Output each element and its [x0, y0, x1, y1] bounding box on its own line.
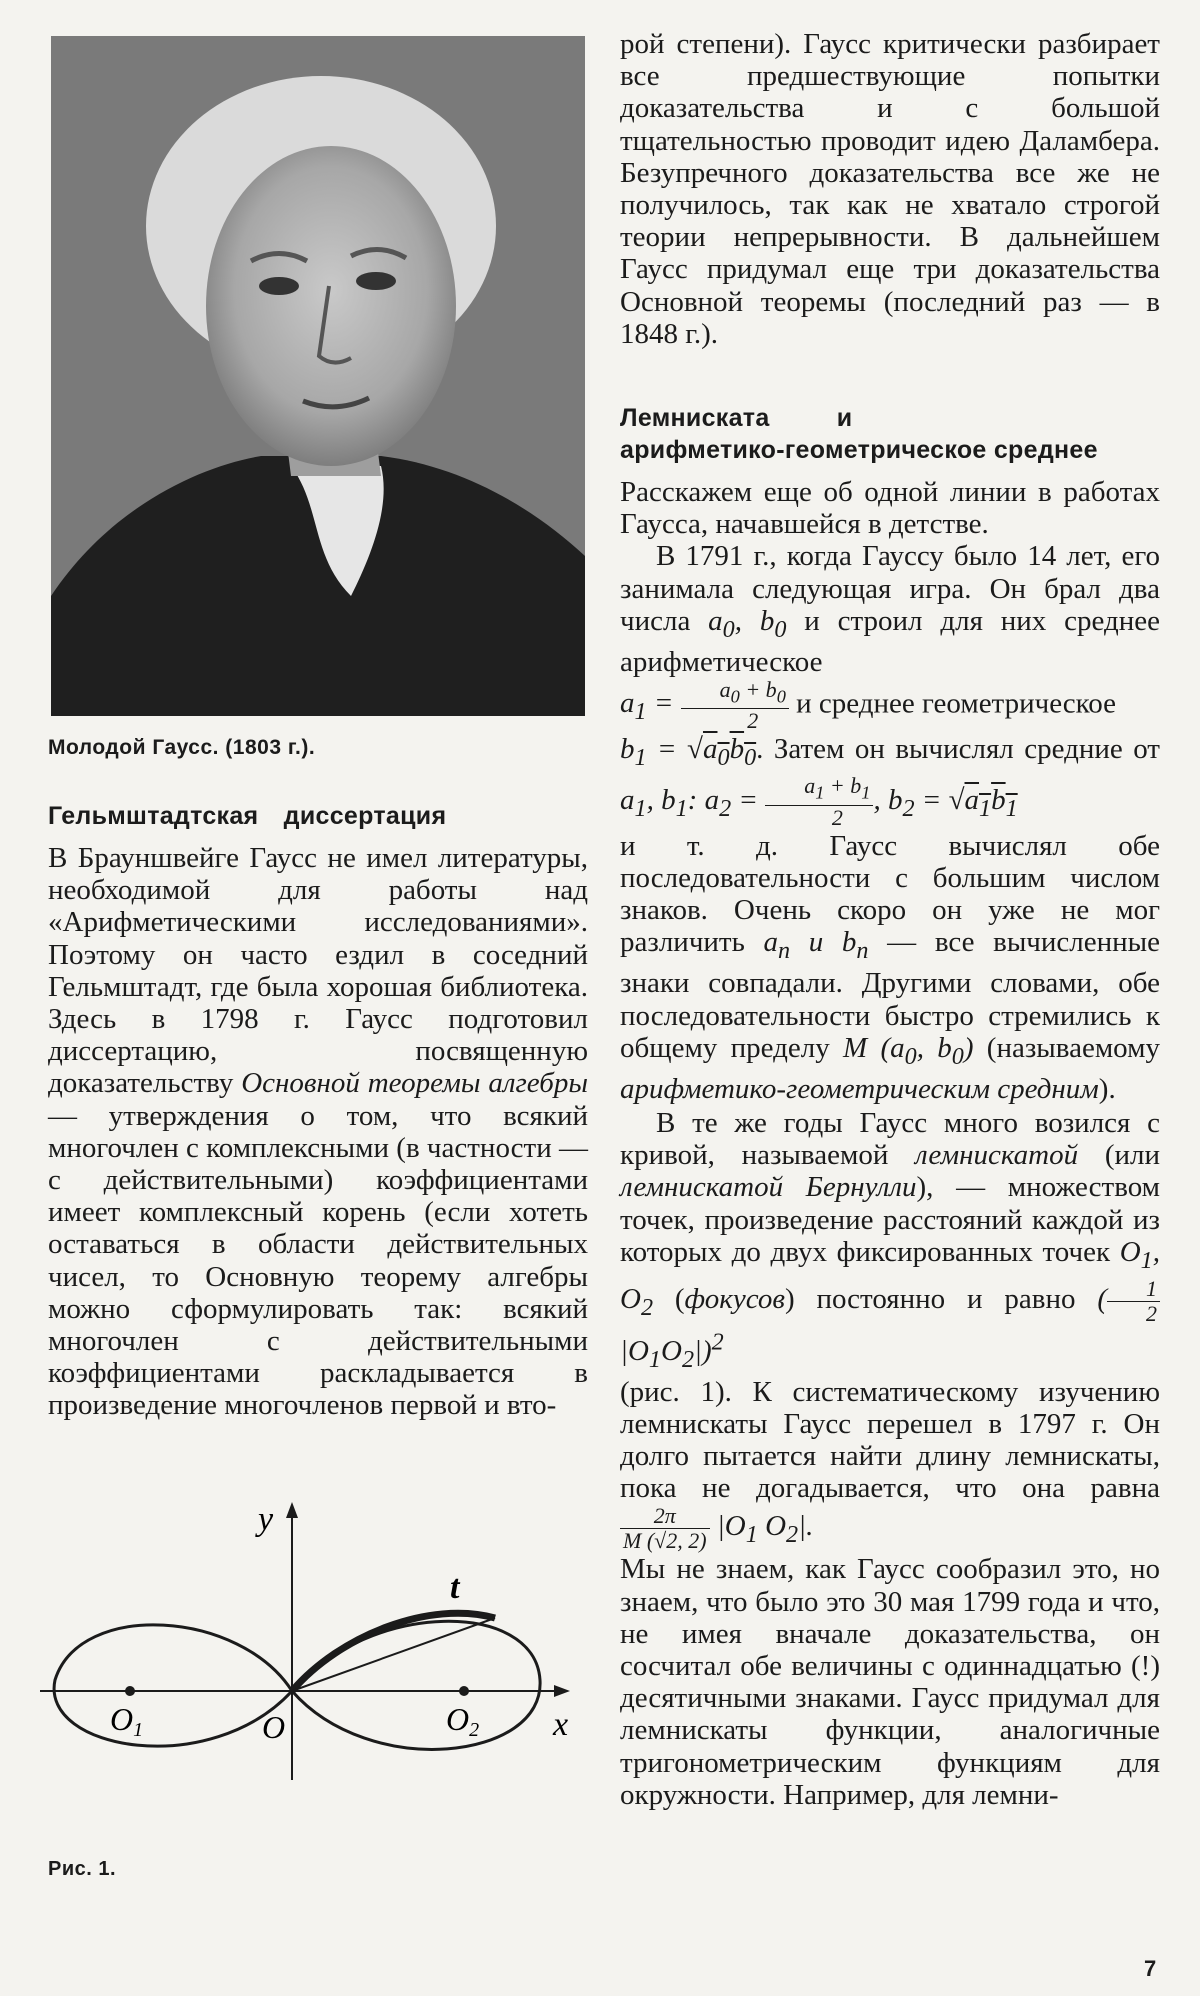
lemniscate-definition-paragraph: [620, 1107, 1160, 1375]
page-number: 7: [1144, 1956, 1157, 1981]
x-label: x: [553, 1706, 569, 1743]
section-heading-lemniscate-1: Лемниската и: [620, 404, 853, 433]
helmstedt-paragraph: [48, 842, 588, 1422]
a0-b0-symbols: $a_0$, $b_0$: [708, 604, 787, 643]
lemniscate-intro-paragraph: Расскажем еще об одной линии в работах Гаусса, начавшейся в детстве.: [620, 476, 1160, 541]
length-paragraph: [620, 1376, 1160, 1554]
sequence-text-a: и т. д. Гаусс вычислял обе последовательности с большим числом знаков. Очень скоро он уже не мог различить: [620, 829, 1160, 959]
o1-label: O1: [110, 1701, 144, 1741]
y-label: y: [258, 1501, 274, 1538]
sequence-paragraph: [620, 830, 1160, 1105]
continuation-paragraph: рой степени). Гаусс критически разбирает все предшествующие попытки доказательства и с большой тщательностью проводит идею Даламбера. Безупречного доказательства все же не получилось, так как не хватало строгой теории непрерывности. В дальнейшем Гаусс придумал еще три доказательства Основной теоремы (последний раз — в 1848 г.).: [620, 28, 1160, 350]
agm-term: арифметико-геометрическим средним: [620, 1072, 1099, 1105]
figure-caption: Рис. 1.: [48, 1858, 117, 1880]
sequence-text-c: (называемому: [973, 1031, 1160, 1064]
foci-symbols: $O_1$, $O_2$: [620, 1235, 1160, 1321]
portrait-illustration: [51, 36, 585, 716]
x-axis-arrow: [554, 1685, 570, 1697]
half-distance-formula: ( $\frac{1}{2}$ $|O_1O_2|)^2$: [620, 1283, 1160, 1367]
left-column: [48, 800, 588, 1422]
agm-symbol: M ($a_0$, $b_0$): [843, 1031, 974, 1070]
section-heading-lemniscate-2: арифметико-геометрическое среднее: [620, 436, 1098, 465]
lemn-text-b: (или: [1078, 1139, 1160, 1172]
an-bn-symbols: $a_n$ и $b_n$: [763, 926, 869, 965]
game-text-d: . Затем он вычислял средние от: [756, 733, 1160, 766]
game-paragraph: [620, 540, 1160, 829]
sequence-text-b: — все вычисленные знаки совпадали. Другими словами, обе последовательности быстро стремились к общему пределу: [620, 926, 1161, 1064]
focus-o1-point: [125, 1686, 135, 1696]
origin-label: O: [262, 1709, 286, 1745]
geom-mean-formula: $b_1 = √a_0b_0$: [620, 733, 757, 772]
foci-term: фокусов: [684, 1283, 785, 1316]
game-text-a: В 1791 г., когда Гауссу было 14 лет, его занимала следующая игра. Он брал два числа: [620, 540, 1160, 637]
lemn-text-e: ) постоянно и равно: [784, 1283, 1076, 1316]
lemniscate-term: лемнискатой: [915, 1139, 1079, 1172]
portrait-caption: Молодой Гаусс. (1803 г.).: [48, 736, 316, 759]
right-column: [620, 28, 1160, 1811]
section-heading-helmstedt: Гельмштадтская диссертация: [48, 802, 447, 830]
y-axis-arrow: [286, 1502, 298, 1518]
game-text-c: и среднее геометрическое: [788, 687, 1117, 720]
helmstedt-text-1: В Брауншвейге Гаусс не имел литературы, необходимой для работы над «Арифметическими исследованиями». Поэтому он часто ездил в соседний Гельмштадт, где была хорошая библиотека. Здесь в 1798 г. Гаусс подготовил диссертацию, посвященную доказательству: [48, 842, 588, 1100]
fundamental-theorem-term: Основной теоремы алгебры: [241, 1067, 588, 1100]
bernoulli-term: лемнискатой Бернулли: [620, 1171, 917, 1204]
portrait-photo: [51, 36, 585, 716]
lemn-text-c: ), — множеством точек, произведение расстояний каждой из которых до двух фиксированных точек: [620, 1171, 1160, 1268]
game-text-b: и строил для них среднее арифметическое: [620, 604, 1160, 678]
t-label: t: [450, 1569, 460, 1606]
helmstedt-text-2: — утверждения о том, что всякий многочлен с комплексными (в частности — с действительными) коэффициентами имеет комплексный корень (если хотеть оставаться в области действительных чисел, то Основную теорему алгебры можно сформулировать так: всякий многочлен с действительными коэффициентами раскладывается в произведение многочленов первой и вто-: [48, 1099, 588, 1422]
length-formula: $\frac{2\pi}{M (√2, 2)}$ $|O_1$ $O_2|$.: [620, 1510, 813, 1542]
length-text: (рис. 1). К систематическому изучению лемнискаты Гаусс перешел в 1797 г. Он долго пытается найти длину лемнискаты, пока не догадывается, что она равна: [620, 1375, 1160, 1505]
a1-b1-formula: $a_1$, $b_1$: $a_2$ = $\frac{a_1 + b_1}{2}$ , $b_2 = √a_1b_1$: [620, 773, 1018, 830]
sequence-text-end: ).: [1098, 1072, 1116, 1105]
may-1799-paragraph: Мы не знаем, как Гаусс сообразил это, но знаем, что было это 30 мая 1799 года и что, не имея вначале доказательства, он сосчитал обе величины с одиннадцатью (!) десятичными знаками. Гаусс придумал для лемнискаты функции, аналогичные тригонометрическим функциям для окружности. Например, для лемни-: [620, 1553, 1160, 1811]
lemn-text-d: (: [653, 1283, 685, 1316]
lemn-text-a: В те же годы Гаусс много возился с кривой, называемой: [620, 1107, 1160, 1172]
o2-label: O2: [446, 1701, 480, 1741]
arith-mean-formula: $a_1$ = $\frac{a_0 + b_0}{2}$: [620, 687, 789, 719]
focus-o2-point: [459, 1686, 469, 1696]
lemniscate-figure: [40, 1490, 590, 1790]
